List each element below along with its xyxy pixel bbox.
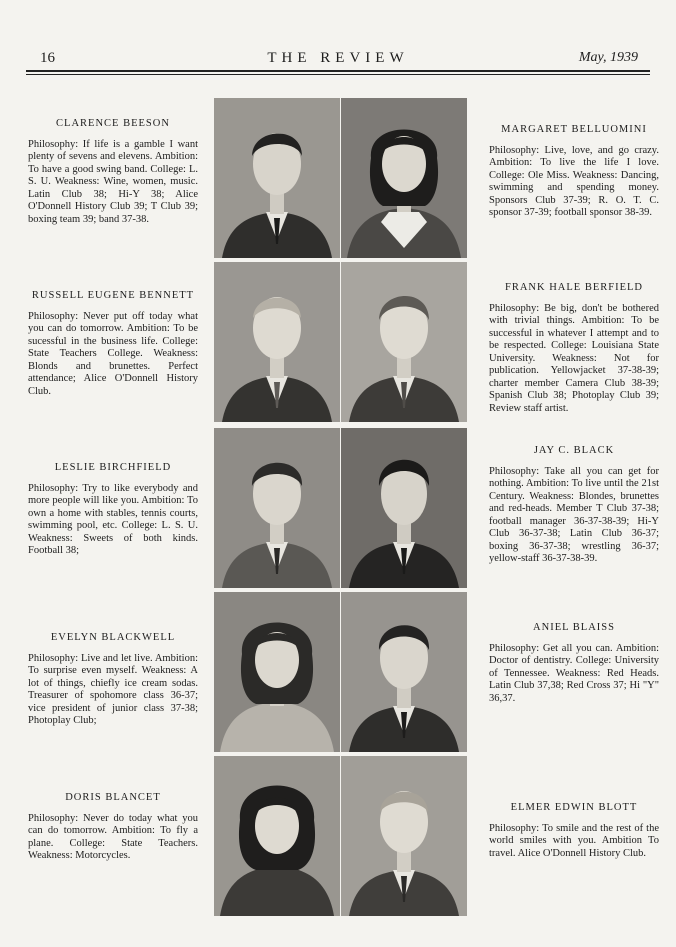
student-bio: Philosophy: To smile and the rest of the world smiles with you. Ambition To travel. Alice O'Donnell History Club. [489,822,659,859]
student-entry-birchfield [28,462,198,558]
student-name: JAY C. BLACK [533,445,615,456]
student-entry-blaiss [489,622,659,705]
student-bio: Philosophy: Take all you can get for nothing. Ambition: To live until the 21st Century. Weakness: Blondes, brunettes and red-heads. Member T Club 37-38; football manager 36-37-38-39; Hi-Y Club 36-37-38; Latin Club 36-37; boxing 36-37-38; wrestling 36-37; yellow-staff 36-37-38-39. [489,465,659,564]
student-entry-bennett [28,290,198,398]
student-bio: Philosophy: If life is a gamble I want plenty of sevens and elevens. Ambition: To have a good swing band. College: L. S. U. Weakness: Wine, women, music. Latin Club 38; Hi-Y 38; Alice O'Donnell History Club 39; T Club 39; boxing team 39; band 37-38. [28,138,198,225]
student-name: LESLIE BIRCHFIELD [54,462,172,473]
student-bio: Philosophy: Live and let live. Ambition: To surprise even myself. Weakness: A lot of things, chiefly ice cream sodas. Treasurer of spohomore class 36-37; vice president of junior class 37-38; Photoplay Club; [28,652,198,726]
portrait-photo-blaiss [341,592,467,752]
portrait-photo-black [341,428,467,588]
student-entry-black [489,445,659,566]
issue-date: May, 1939 [578,50,638,65]
student-name: RUSSELL EUGENE BENNETT [31,290,195,301]
student-entry-beeson [28,118,198,226]
portrait-photo-bennett [214,262,340,422]
student-bio: Philosophy: Never put off today what you can do tomorrow. Ambition: To be sucessful in the business life. College: State Teachers College. Weakness: Blonds and brunettes. Perfect attendance; Alice O'Donnell History Club. [28,310,198,397]
page-header [0,0,676,78]
student-name: CLARENCE BEESON [56,118,170,129]
student-name: ELMER EDWIN BLOTT [510,802,638,813]
portrait-photo-berfield [341,262,467,422]
portrait-photo-birchfield [214,428,340,588]
student-name: MARGARET BELLUOMINI [501,124,647,135]
student-entry-berfield [489,282,659,415]
student-entry-blancet [28,792,198,863]
header-rule [26,70,650,72]
portrait-photo-blott [341,756,467,916]
student-entry-blott [489,802,659,860]
portrait-photo-blackwell [214,592,340,752]
portrait-photo-blancet [214,756,340,916]
page-number: 16 [40,50,55,66]
student-name: DORIS BLANCET [65,792,161,803]
portrait-photo-belluomini [341,98,467,258]
student-name: EVELYN BLACKWELL [50,632,176,643]
student-bio: Philosophy: Never do today what you can do tomorrow. Ambition: To fly a plane. College: State Teachers. Weakness: Motorcycles. [28,812,198,861]
portrait-photo-beeson [214,98,340,258]
student-entry-blackwell [28,632,198,728]
student-bio: Philosophy: Live, love, and go crazy. Ambition: To live the life I love. College: Ole Miss. Weakness: Dancing, swimming and spending money. Sponsors Club 37-39; R. O. T. C. sponsor 37-39; football sponsor 38-39. [489,144,659,218]
publication-title: THE REVIEW [267,50,409,66]
student-name: FRANK HALE BERFIELD [504,282,643,293]
student-name: ANIEL BLAISS [533,622,615,633]
student-bio: Philosophy: Try to like everybody and more people will like you. Ambition: To own a home with stables, tennis courts, swimming pool, etc. College: L. S. U. Weakness: Sweets of both kinds. Football 38; [28,482,198,556]
student-bio: Philosophy: Be big, don't be bothered with trivial things. Ambition: To be successful in whatever I attempt and to be respected. College: Louisiana State University. Weakness: Not for publication. Yellowjacket 37-38-39; charter member Camera Club 38-39; Spanish Club 38; Photoplay Club 39; Review staff artist. [489,302,659,414]
student-entry-belluomini [489,124,659,220]
student-bio: Philosophy: Get all you can. Ambition: Doctor of dentistry. College: University of Tennessee. Weakness: Red Heads. Latin Club 37,38; Red Cross 37; Hi "Y" 36,37. [489,642,659,704]
header-rule-thin [26,74,650,75]
